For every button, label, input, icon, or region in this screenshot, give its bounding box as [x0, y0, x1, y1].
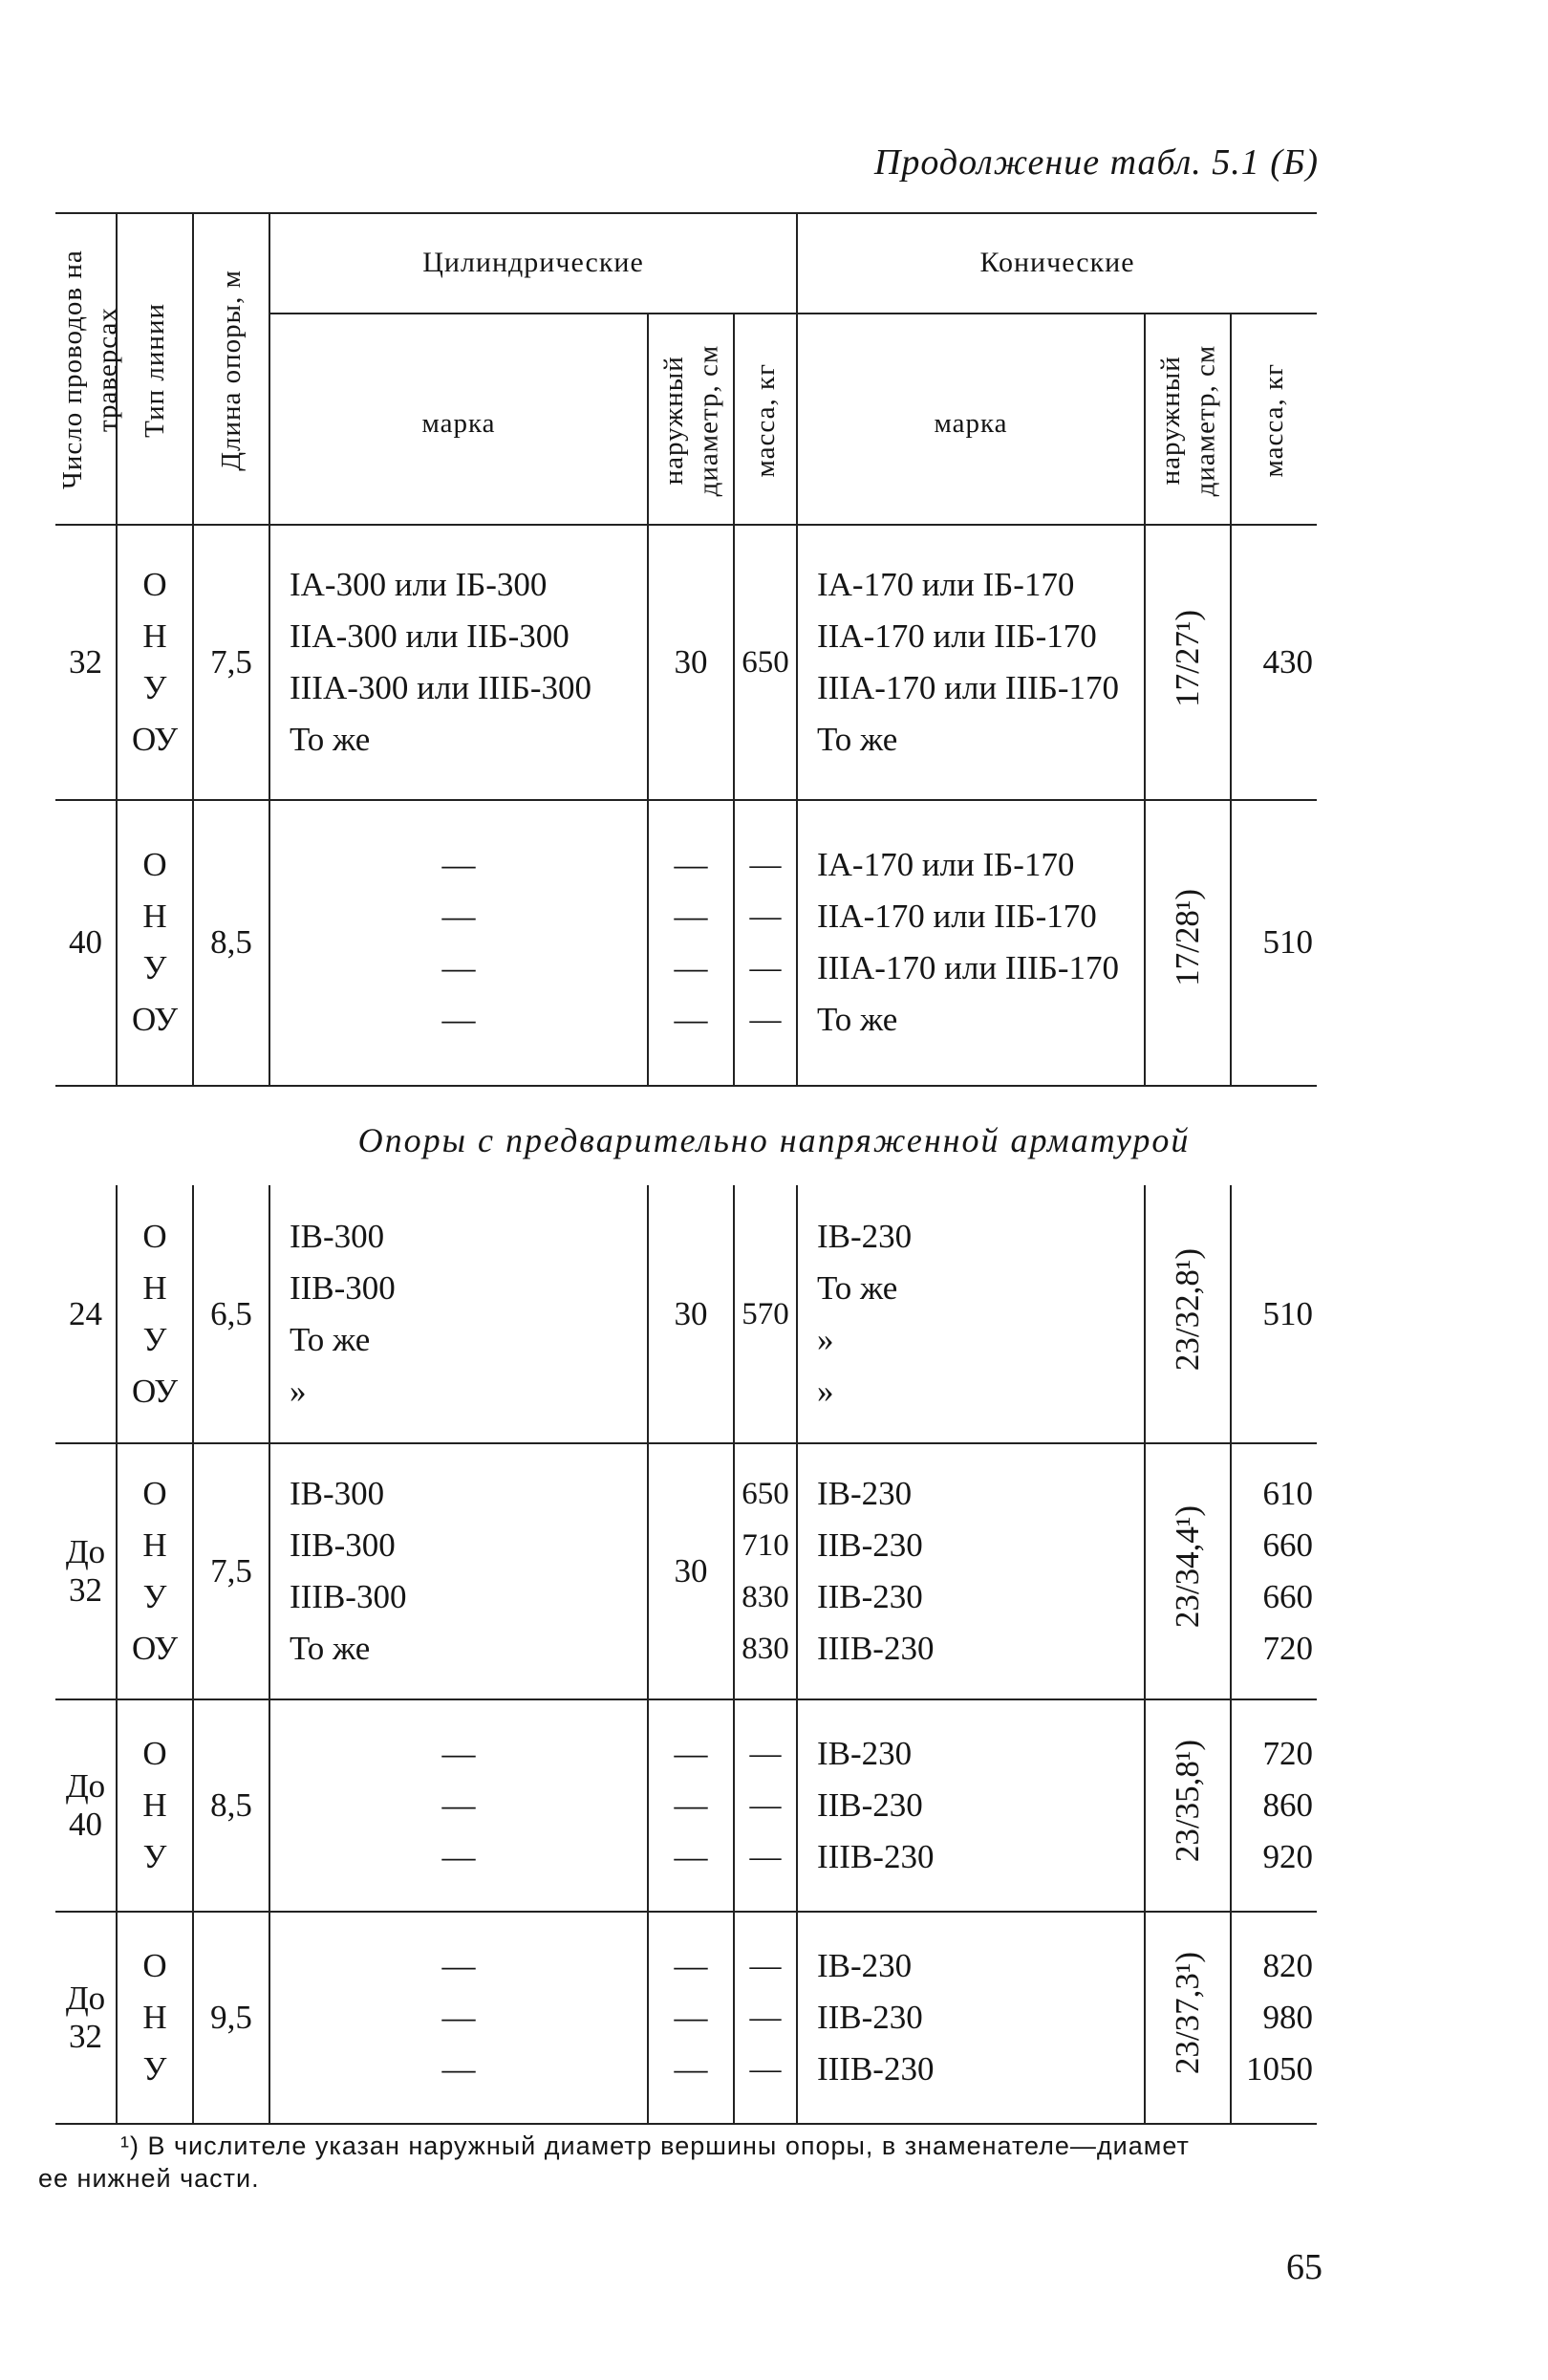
cell-con-diam: [1145, 1699, 1231, 1912]
cell-length: 7,5: [193, 525, 269, 800]
table-caption: Продолжение табл. 5.1 (Б): [873, 142, 1319, 183]
con-diam-value: 17/28¹): [1169, 889, 1207, 986]
cell-line-types: [117, 1185, 193, 1443]
table-header: [55, 212, 1317, 533]
cell-con-marks: [797, 1912, 1145, 2124]
cell-cyl-diam: [648, 799, 734, 1086]
line-type: Н: [142, 1525, 167, 1564]
header-length: Длина опоры, м: [193, 213, 269, 533]
cyl-mark: IВ-300: [290, 1474, 385, 1512]
table-block: [55, 1699, 1317, 1913]
table-row: [55, 1699, 1317, 1912]
table-row: [55, 525, 1317, 800]
cyl-mass: —: [749, 1736, 782, 1771]
con-mark: То же: [817, 1000, 898, 1038]
cell-length: 8,5: [193, 799, 269, 1086]
cell-cyl-marks: [269, 525, 648, 800]
cyl-mark: То же: [290, 1629, 371, 1667]
table-row: [55, 1185, 1317, 1443]
con-diam-value: 17/27¹): [1169, 609, 1207, 707]
con-mark: IIIА-170 или IIIБ-170: [817, 669, 1120, 706]
cell-con-diam: [1145, 525, 1231, 800]
con-diam-value: 23/37,3¹): [1169, 1951, 1207, 2075]
con-mark: То же: [817, 721, 898, 758]
con-mark: IIВ-230: [817, 1785, 923, 1824]
cyl-diam: —: [674, 845, 708, 883]
cyl-mark: IIВ-300: [290, 1525, 396, 1564]
cyl-diam: —: [674, 1946, 708, 1984]
line-type: Н: [142, 617, 167, 655]
cell-cyl-diam: 30: [648, 525, 734, 800]
line-type: У: [142, 2049, 167, 2088]
cyl-mass: 710: [742, 1527, 789, 1563]
cyl-mark: —: [441, 1734, 476, 1772]
cyl-mass: —: [749, 898, 782, 934]
header-con-mark: марка: [797, 314, 1145, 533]
line-type: О: [142, 845, 167, 883]
footnote-line-1: ¹) В числителе указан наружный диаметр вершины опоры, в знаменателе—диамет: [120, 2131, 1190, 2160]
cell-con-marks: [797, 1443, 1145, 1699]
cyl-mass: 650: [742, 1476, 789, 1511]
cyl-mark: IА-300 или IБ-300: [290, 566, 548, 603]
con-mark: »: [817, 1320, 834, 1358]
con-mass: 920: [1262, 1837, 1313, 1875]
con-mass: 980: [1262, 1998, 1313, 2036]
line-type: Н: [142, 1785, 167, 1824]
cell-con-mass: [1231, 799, 1317, 1086]
con-mark: IВ-230: [817, 1946, 913, 1984]
cell-wires: До 32: [65, 1532, 106, 1609]
con-mass: 660: [1262, 1525, 1313, 1564]
cell-con-mass: [1231, 1443, 1317, 1699]
header-con-diam: наружный диаметр, см: [1145, 314, 1231, 533]
cell-cyl-marks: [269, 799, 648, 1086]
con-mass: 660: [1262, 1577, 1313, 1615]
cell-cyl-mass: [734, 525, 797, 800]
cyl-mass: 570: [742, 1296, 789, 1331]
header-wires: Число проводов на траверсах: [57, 249, 123, 490]
con-mark: IIIВ-230: [817, 2049, 935, 2088]
table-block: [55, 1443, 1317, 1700]
header-cyl-diam: наружный диаметр, см: [648, 314, 734, 533]
cell-cyl-marks: [269, 1912, 648, 2124]
con-mark: IВ-230: [817, 1474, 913, 1512]
line-type: ОУ: [131, 1000, 179, 1038]
cell-line-types: [117, 799, 193, 1086]
footnote: [38, 2130, 1319, 2195]
table-row: [55, 799, 1317, 1086]
cyl-mass: 830: [742, 1631, 789, 1666]
table-block: [55, 1912, 1317, 2125]
cell-con-diam: [1145, 1185, 1231, 1443]
cell-con-marks: [797, 525, 1145, 800]
cyl-mark: —: [441, 948, 476, 986]
cyl-mass: 830: [742, 1579, 789, 1614]
cell-con-diam: [1145, 1443, 1231, 1699]
con-mark: IIIВ-230: [817, 1837, 935, 1875]
cyl-mass: —: [749, 2051, 782, 2087]
cell-cyl-diam: 30: [648, 1185, 734, 1443]
line-type: ОУ: [131, 1372, 179, 1410]
cell-line-types: [117, 1443, 193, 1699]
cell-cyl-diam: 30: [648, 1443, 734, 1699]
line-type: У: [142, 669, 167, 706]
cell-wires: До 32: [65, 1979, 106, 2055]
cyl-mark: То же: [290, 721, 371, 758]
cyl-diam: —: [674, 1785, 708, 1824]
table-row: [55, 1912, 1317, 2124]
cell-wires: До 40: [65, 1766, 106, 1843]
cyl-mass: —: [749, 847, 782, 882]
cyl-mark: —: [441, 2049, 476, 2088]
con-mass: 820: [1262, 1946, 1313, 1984]
cyl-mark: »: [290, 1372, 307, 1410]
cyl-mass: —: [749, 1948, 782, 1983]
cell-con-diam: [1145, 799, 1231, 1086]
cell-cyl-marks: [269, 1699, 648, 1912]
line-type: У: [142, 948, 167, 986]
cell-cyl-mass: [734, 1185, 797, 1443]
con-mass: 430: [1262, 643, 1313, 681]
header-cyl-mark: марка: [269, 314, 648, 533]
cell-cyl-mass: [734, 799, 797, 1086]
cyl-diam: —: [674, 1000, 708, 1038]
line-type: Н: [142, 1268, 167, 1307]
cell-wires: 24: [69, 1294, 102, 1332]
cyl-mark: —: [441, 1946, 476, 1984]
cell-cyl-diam: [648, 1912, 734, 2124]
cyl-mark: IВ-300: [290, 1217, 385, 1255]
table-block: [55, 799, 1317, 1087]
con-mass: 510: [1262, 1294, 1313, 1332]
cyl-mass: —: [749, 1787, 782, 1823]
line-type: О: [142, 1946, 167, 1984]
line-type: У: [142, 1577, 167, 1615]
con-diam-value: 23/32,8¹): [1169, 1247, 1207, 1372]
cyl-mark: —: [441, 1000, 476, 1038]
line-type: О: [142, 1734, 167, 1772]
cell-cyl-mass: [734, 1443, 797, 1699]
con-mark: IА-170 или IБ-170: [817, 566, 1075, 603]
line-type: ОУ: [131, 721, 179, 758]
cell-length: 6,5: [193, 1185, 269, 1443]
cell-cyl-marks: [269, 1443, 648, 1699]
header-cyl-mass: масса, кг: [734, 314, 797, 533]
cell-con-marks: [797, 1699, 1145, 1912]
cyl-diam: —: [674, 948, 708, 986]
cell-con-mass: [1231, 525, 1317, 800]
cyl-mark: IIIА-300 или IIIБ-300: [290, 669, 592, 706]
cell-line-types: [117, 525, 193, 800]
cell-cyl-mass: [734, 1699, 797, 1912]
cyl-mark: —: [441, 1785, 476, 1824]
cell-cyl-diam: [648, 1699, 734, 1912]
table-row: [55, 1443, 1317, 1699]
cell-length: 8,5: [193, 1699, 269, 1912]
con-mass: 1050: [1246, 2049, 1313, 2088]
con-mark: IIIВ-230: [817, 1629, 935, 1667]
table-block: [55, 1185, 1317, 1444]
con-mass: 510: [1262, 922, 1313, 961]
cell-cyl-marks: [269, 1185, 648, 1443]
cyl-mark: IIIВ-300: [290, 1577, 407, 1615]
cyl-mark: —: [441, 897, 476, 935]
con-mark: »: [817, 1372, 834, 1410]
table-block: [55, 524, 1317, 801]
line-type: У: [142, 1320, 167, 1358]
line-type: О: [142, 566, 167, 603]
cell-wires: 32: [69, 643, 102, 681]
cyl-mark: IIВ-300: [290, 1268, 396, 1307]
header-line-type: Тип линии: [117, 213, 193, 533]
cyl-mark: IIА-300 или IIБ-300: [290, 617, 570, 655]
cell-con-mass: [1231, 1185, 1317, 1443]
cyl-diam: —: [674, 1837, 708, 1875]
line-type: О: [142, 1474, 167, 1512]
cyl-mark: —: [441, 1837, 476, 1875]
cyl-diam: —: [674, 1998, 708, 2036]
page-number: 65: [1286, 2247, 1322, 2287]
cyl-mark: —: [441, 845, 476, 883]
con-mark: IIВ-230: [817, 1998, 923, 2036]
line-type: Н: [142, 1998, 167, 2036]
con-diam-value: 23/34,4¹): [1169, 1504, 1207, 1629]
con-mass: 610: [1262, 1474, 1313, 1512]
header-con-mass: масса, кг: [1231, 314, 1317, 533]
con-mark: IВ-230: [817, 1217, 913, 1255]
line-type: Н: [142, 897, 167, 935]
cell-con-marks: [797, 799, 1145, 1086]
con-mark: IIА-170 или IIБ-170: [817, 617, 1097, 655]
con-mark: То же: [817, 1268, 898, 1307]
con-diam-value: 23/35,8¹): [1169, 1739, 1207, 1863]
cyl-diam: —: [674, 2049, 708, 2088]
con-mark: IА-170 или IБ-170: [817, 845, 1075, 883]
header-group-conical: Конические: [797, 213, 1317, 314]
cyl-mark: —: [441, 1998, 476, 2036]
con-mark: IIВ-230: [817, 1525, 923, 1564]
line-type: ОУ: [131, 1629, 179, 1667]
cyl-mark: То же: [290, 1320, 371, 1358]
cell-wires: 40: [69, 922, 102, 961]
section-title: Опоры с предварительно напряженной арматурой: [357, 1121, 1191, 1159]
footnote-line-2: ее нижней части.: [38, 2164, 260, 2193]
con-mass: 720: [1262, 1629, 1313, 1667]
con-mass: 720: [1262, 1734, 1313, 1772]
con-mark: IIIА-170 или IIIБ-170: [817, 948, 1120, 986]
cyl-mass: —: [749, 950, 782, 985]
cyl-mass: —: [749, 1839, 782, 1874]
header-group-cylindrical: Цилиндрические: [269, 213, 797, 314]
cell-con-mass: [1231, 1699, 1317, 1912]
cell-line-types: [117, 1699, 193, 1912]
cyl-mass: —: [749, 1002, 782, 1037]
line-type: О: [142, 1217, 167, 1255]
cell-length: 9,5: [193, 1912, 269, 2124]
cell-line-types: [117, 1912, 193, 2124]
con-mark: IВ-230: [817, 1734, 913, 1772]
line-type: У: [142, 1837, 167, 1875]
cyl-mass: —: [749, 2000, 782, 2035]
cyl-diam: —: [674, 1734, 708, 1772]
cell-con-marks: [797, 1185, 1145, 1443]
cell-cyl-mass: [734, 1912, 797, 2124]
cell-con-diam: [1145, 1912, 1231, 2124]
cyl-mass: 650: [742, 645, 789, 680]
con-mark: IIА-170 или IIБ-170: [817, 897, 1097, 935]
cell-con-mass: [1231, 1912, 1317, 2124]
cell-length: 7,5: [193, 1443, 269, 1699]
cyl-diam: —: [674, 897, 708, 935]
con-mark: IIВ-230: [817, 1577, 923, 1615]
con-mass: 860: [1262, 1785, 1313, 1824]
